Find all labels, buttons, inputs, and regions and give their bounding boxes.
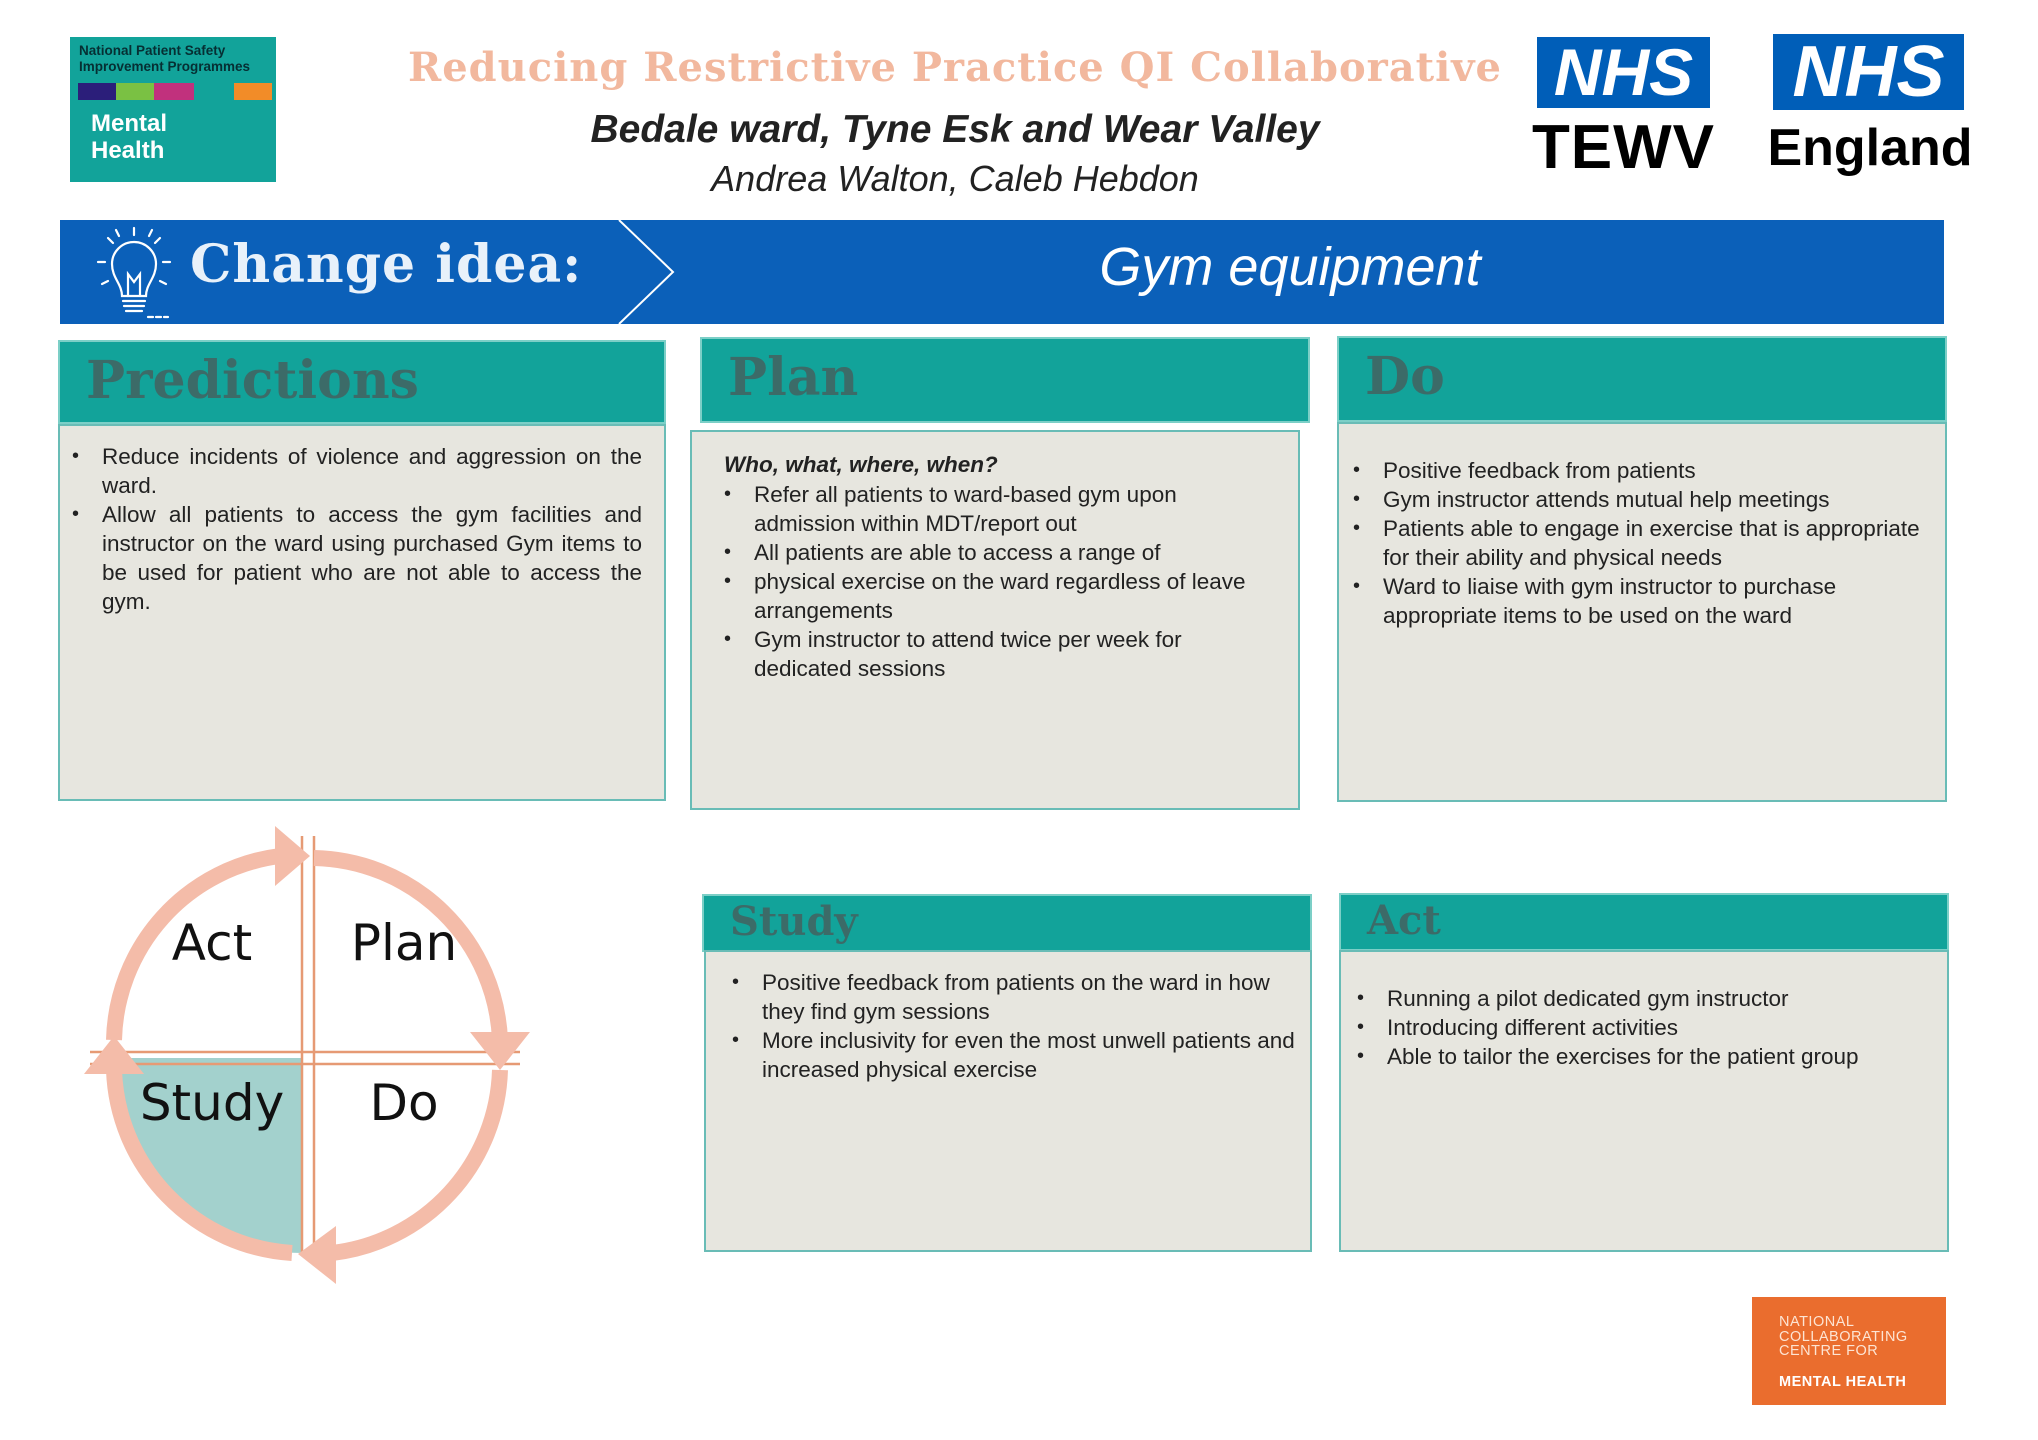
list-item: • Allow all patients to access the gym facilities and instructor on the ward using purchased Gym items to be used for patient who are not able to access the gym. (70, 500, 642, 616)
stripe-purple (78, 83, 116, 100)
act-heading: Act (1367, 897, 1441, 944)
cycle-arrowhead-top (275, 826, 310, 886)
stripe-green (116, 83, 154, 100)
plan-panel (690, 430, 1300, 810)
banner-chevron-divider (615, 220, 675, 324)
list-item: • Running a pilot dedicated gym instructor (1355, 984, 1935, 1013)
list-item: • More inclusivity for even the most unwell patients and increased physical exercise (730, 1026, 1300, 1084)
study-heading: Study (730, 898, 858, 945)
list-item: • Introducing different activities (1355, 1013, 1935, 1042)
study-header (702, 894, 1312, 952)
do-heading: Do (1365, 346, 1445, 407)
cycle-label-act: Act (171, 914, 253, 972)
colour-stripes (78, 83, 276, 100)
list-item: • Gym instructor to attend twice per week for dedicated sessions (722, 625, 1282, 683)
stripe-magenta (154, 83, 194, 100)
stripe-teal (194, 83, 234, 100)
do-panel (1337, 422, 1947, 802)
list-item: • Refer all patients to ward-based gym upon admission within MDT/report out (722, 480, 1282, 538)
list-item: • Patients able to engage in exercise that is appropriate for their ability and physical needs (1351, 514, 1921, 572)
list-item: • Reduce incidents of violence and aggression on the ward. (70, 442, 642, 500)
cycle-arrowhead-left (84, 1036, 144, 1074)
lightbulb-icon (92, 226, 176, 320)
mental-health-programme-logo (70, 37, 276, 182)
do-list (1351, 456, 1921, 630)
nccmh-logo-text: NATIONAL COLLABORATING CENTRE FOR (1779, 1314, 1908, 1359)
cycle-label-plan: Plan (350, 914, 458, 972)
nhs-england-logo-box: NHS (1773, 34, 1964, 110)
cycle-label-do: Do (369, 1074, 439, 1132)
predictions-panel (58, 424, 666, 801)
act-panel (1339, 950, 1949, 1252)
plan-heading: Plan (728, 347, 859, 408)
tewv-logo-text: TEWV (1531, 113, 1716, 182)
pdsa-cycle-graphic (70, 808, 550, 1288)
list-item: • Able to tailor the exercises for the patient group (1355, 1042, 1935, 1071)
list-item: • Ward to liaise with gym instructor to purchase appropriate items to be used on the ward (1351, 572, 1921, 630)
nccmh-logo (1752, 1297, 1946, 1405)
list-item: • All patients are able to access a range of (722, 538, 1282, 567)
predictions-heading: Predictions (86, 350, 419, 411)
study-panel (704, 950, 1312, 1252)
act-header (1339, 893, 1949, 951)
plan-question: Who, what, where, when? (724, 452, 998, 477)
england-logo-text: England (1767, 119, 1973, 177)
do-header (1337, 336, 1947, 422)
list-item: • Positive feedback from patients (1351, 456, 1921, 485)
badge-label: Mental Health (91, 110, 168, 164)
list-item: • Gym instructor attends mutual help meetings (1351, 485, 1921, 514)
change-idea-label: Change idea: (190, 234, 583, 295)
poster-title: Reducing Restrictive Practice QI Collaborative (407, 44, 1502, 91)
plan-header (700, 337, 1310, 423)
ward-subtitle: Bedale ward, Tyne Esk and Wear Valley (590, 108, 1320, 151)
list-item: • Positive feedback from patients on the ward in how they find gym sessions (730, 968, 1300, 1026)
predictions-header (58, 340, 666, 424)
nccmh-logo-bold: MENTAL HEALTH (1779, 1374, 1907, 1390)
change-idea-title: Gym equipment (1099, 237, 1481, 297)
predictions-list (70, 442, 642, 616)
stripe-orange (234, 83, 272, 100)
act-list (1355, 984, 1935, 1071)
authors: Andrea Walton, Caleb Hebdon (711, 158, 1199, 199)
cycle-label-study: Study (139, 1074, 285, 1132)
list-item: • physical exercise on the ward regardless of leave arrangements (722, 567, 1282, 625)
nhs-tewv-logo-box: NHS (1537, 37, 1710, 108)
programme-name: National Patient Safety Improvement Programmes (79, 43, 251, 74)
plan-list (722, 480, 1282, 683)
pdsa-cycle-diagram (70, 808, 550, 1288)
study-list (730, 968, 1300, 1084)
cycle-arrowhead-bottom (298, 1226, 336, 1284)
